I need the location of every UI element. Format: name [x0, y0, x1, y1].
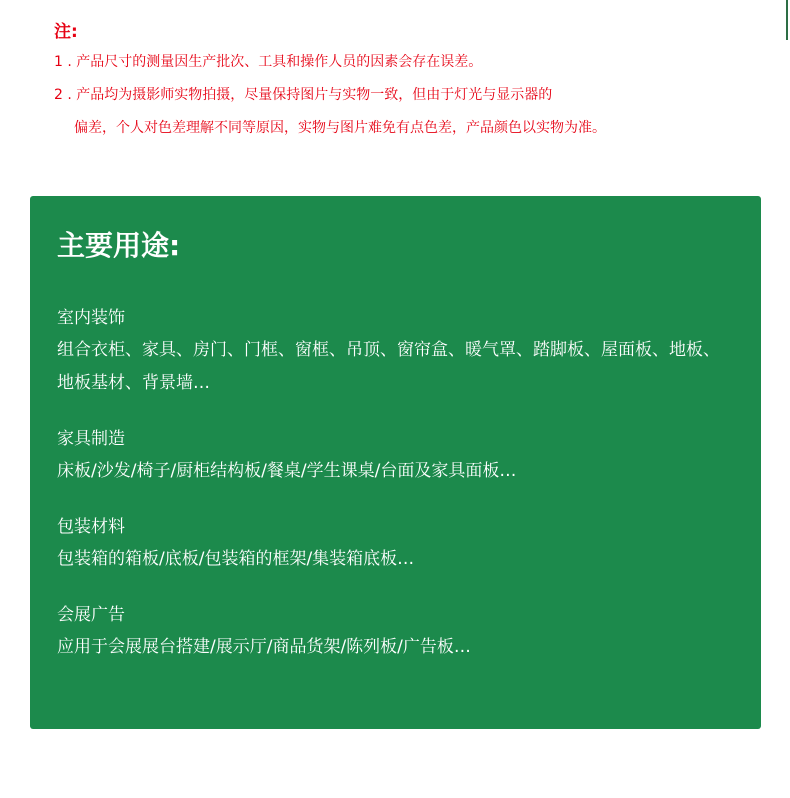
note-line-3: 偏差，个人对色差理解不同等原因，实物与图片难免有点色差，产品颜色以实物为准。	[74, 120, 606, 136]
section-body: 组合衣柜、家具、房门、门框、窗框、吊顶、窗帘盒、暖气罩、踏脚板、屋面板、地板、地板基材、背景墙…	[57, 340, 720, 393]
section-heading: 室内装饰	[57, 308, 125, 328]
section-body: 包装箱的箱板/底板/包装箱的框架/集装箱底板…	[57, 549, 415, 569]
section-heading: 家具制造	[57, 429, 125, 449]
section-body: 应用于会展展台搭建/展示厅/商品货架/陈列板/广告板…	[57, 637, 471, 657]
usage-title: 主要用途:	[57, 229, 181, 262]
notes-title: 注:	[54, 22, 78, 42]
section-heading: 会展广告	[57, 605, 125, 625]
notes-block	[54, 18, 774, 145]
usage-section-exhibition	[57, 599, 735, 664]
usage-section-furniture	[57, 423, 735, 488]
section-heading: 包装材料	[57, 517, 125, 537]
usage-section-packaging	[57, 511, 735, 576]
usage-section-interior	[57, 302, 735, 400]
usage-panel	[30, 196, 761, 729]
note-line-1: 1 . 产品尺寸的测量因生产批次、工具和操作人员的因素会存在误差。	[54, 54, 483, 70]
section-body: 床板/沙发/椅子/厨柜结构板/餐桌/学生课桌/台面及家具面板…	[57, 461, 517, 481]
note-line-2: 2 . 产品均为摄影师实物拍摄，尽量保持图片与实物一致，但由于灯光与显示器的	[54, 87, 553, 103]
edge-divider	[786, 0, 788, 40]
